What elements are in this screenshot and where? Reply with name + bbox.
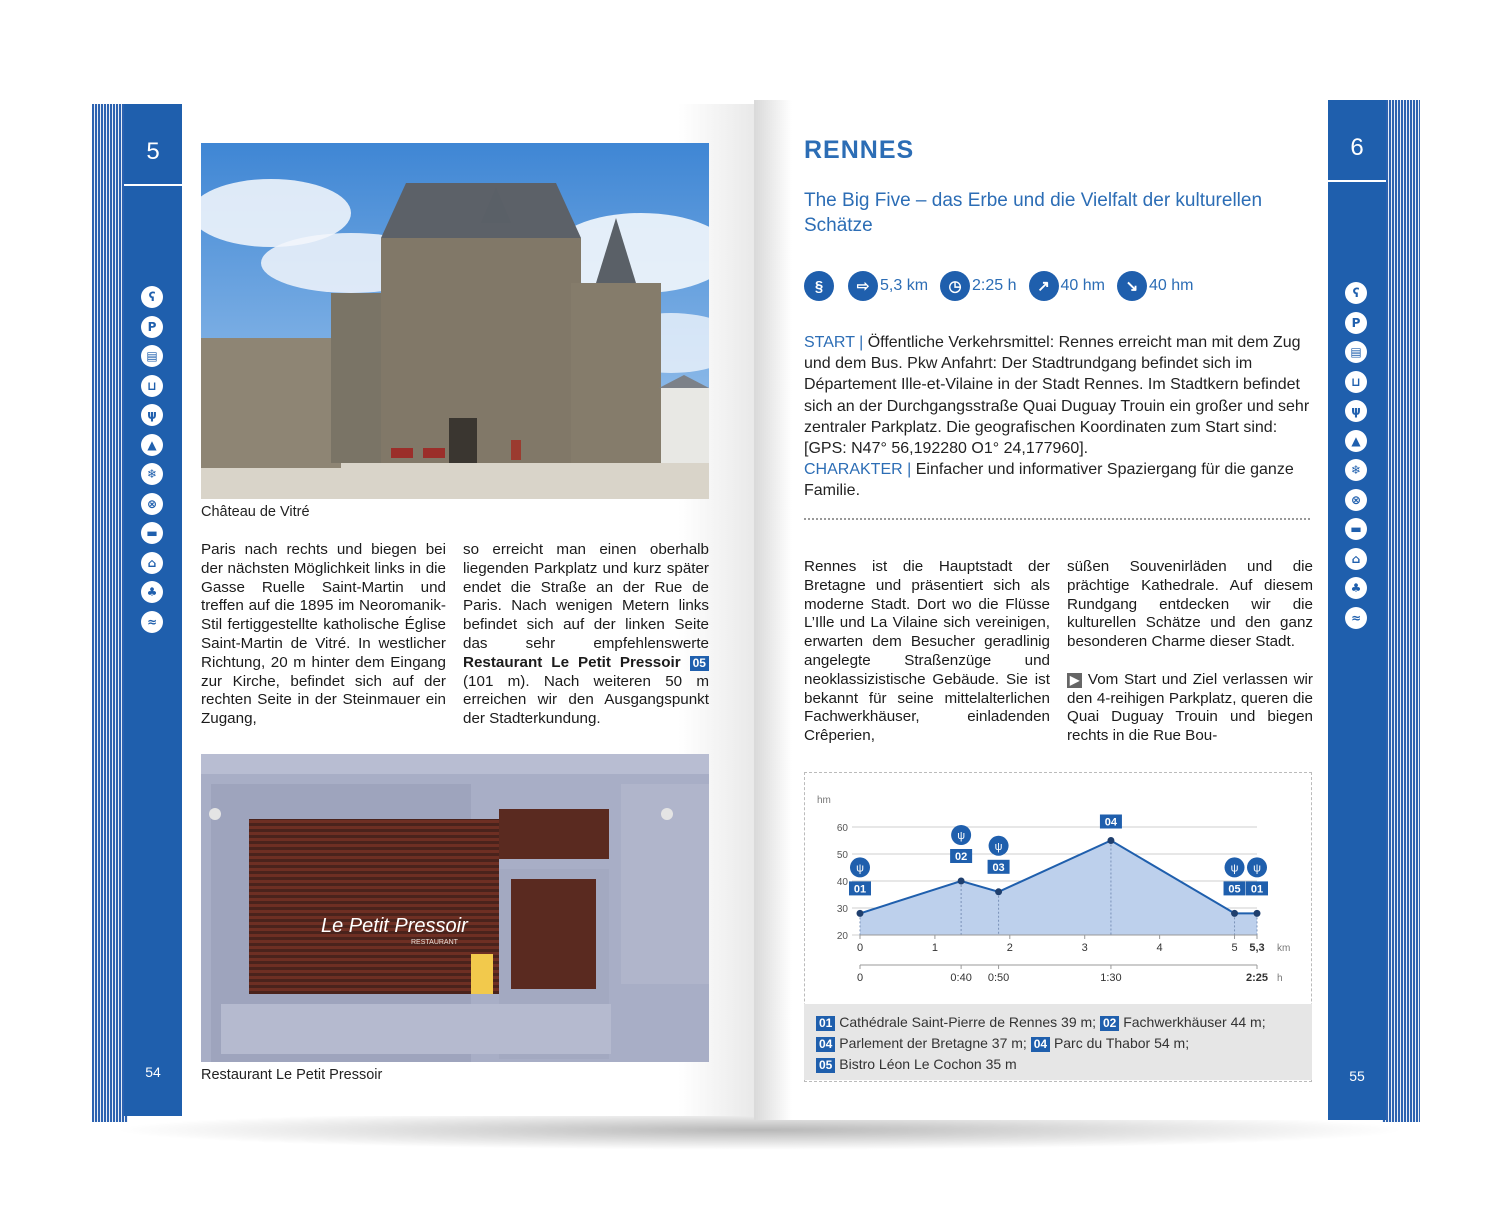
elevation-chart-svg [805, 773, 1311, 1005]
sign-text: Le Petit Pressoir [321, 915, 468, 937]
duration-value: 2:25 h [972, 277, 1017, 294]
chateau-caption: Château de Vitré [201, 504, 310, 520]
signpost-icon: ⇨ [848, 271, 878, 301]
x-axis-unit: km [1277, 943, 1291, 954]
route-title: RENNES [804, 136, 915, 164]
museum-icon: ⌂ [1345, 548, 1367, 570]
basket-icon: ⊔ [1345, 371, 1367, 393]
tree-icon: ♣ [141, 581, 163, 603]
time-axis-unit: h [1277, 973, 1283, 984]
legend-text: Bistro Léon Le Cochon 35 m [839, 1056, 1017, 1072]
descent-value: 40 hm [1148, 277, 1194, 294]
time-tick-label: 2:25 [1245, 972, 1269, 984]
x-tick-label: 1 [931, 942, 938, 954]
section-divider [804, 518, 1310, 520]
cutlery-glyph: ψ [1230, 862, 1239, 875]
character-label: CHARAKTER | [804, 461, 912, 479]
bed-icon: ▬ [1345, 518, 1367, 540]
x-tick-label: 5,3 [1249, 942, 1265, 954]
swimming-icon: ≈ [1345, 607, 1367, 629]
y-tick-label: 20 [836, 931, 848, 942]
right-page [754, 100, 1386, 1120]
legend-tag: 05 [816, 1058, 835, 1073]
legend-item [816, 1014, 1096, 1030]
mountain-icon: ▲ [1345, 430, 1367, 452]
waypoint-point [1107, 837, 1114, 844]
cutlery-glyph: ψ [1253, 862, 1261, 875]
left-page [124, 104, 754, 1116]
bear-icon: ʕ [1345, 282, 1367, 304]
route-subtitle [804, 188, 1304, 238]
chapter-rule [124, 184, 182, 186]
y-tick-label: 50 [836, 850, 848, 861]
left-text-column-1: Paris nach rechts und biegen bei der nächsten Möglichkeit links in die Gasse Ruelle Saint-Martin und treffen auf die 1895 im Neoromanik-Stil fertiggestellte katholische Église Saint-Martin de Vitré. In westlicher Richtung, 20 m hinter dem Eingang zur Kirche, befindet sich auf der rechten Seite in der Steinmauer ein Zugang, [201, 541, 446, 728]
bicycle-icon: ⊗ [141, 493, 163, 515]
right-text-column-2 [1067, 558, 1313, 746]
legend-text: Fachwerkhäuser 44 m; [1123, 1014, 1266, 1030]
chapter-band-left [124, 104, 182, 1116]
col2-text-a: so erreicht man einen oberhalb liegenden Parkplatz und kurz später endet die Straße an der Rue de Paris. Nach wenigen Metern links befindet sich auf der linken Seite das sehr empfehlenswerte [463, 541, 709, 652]
legend-tag: 02 [1100, 1016, 1119, 1031]
mountain-icon: ▲ [141, 434, 163, 456]
y-tick-label: 30 [836, 904, 848, 915]
legend-tag: 01 [816, 1016, 835, 1031]
right-text-column-1: Rennes ist die Hauptstadt der Bretagne und präsentiert sich als moderne Stadt. Dort wo die Flüsse L’Ille und La Vilaine sich vereinigen, erwarten dem Besucher geradlinig angelegte Straßenzüge und neoklassizistische Gebäude. Sie ist bekannt für seine mittelalterlichen Fachwerkhäuser, einladenden Crêperien, [804, 558, 1050, 745]
legend-text: Parlement der Bretagne 37 m; [839, 1035, 1027, 1051]
descent-icon: ↘ [1117, 271, 1147, 301]
legend-item [816, 1035, 1027, 1051]
time-tick-label: 0:40 [950, 972, 972, 984]
waypoint-legend [804, 1004, 1312, 1080]
waypoint-point [995, 888, 1002, 895]
snowflake-icon: ❄ [1345, 459, 1367, 481]
page-number: 55 [1349, 1068, 1365, 1084]
legend-text: Parc du Thabor 54 m; [1053, 1035, 1190, 1051]
x-tick-label: 3 [1081, 942, 1088, 954]
x-tick-label: 4 [1156, 942, 1163, 954]
category-icons-left [141, 286, 165, 640]
waypoint-tag-label: 03 [992, 861, 1005, 874]
bus-icon: ▤ [1345, 341, 1367, 363]
legend-tag: 04 [816, 1037, 835, 1052]
chapter-band-right [1328, 100, 1386, 1120]
time-tick-label: 0:50 [987, 972, 1010, 984]
restaurant-icon: ψ [141, 404, 163, 426]
col2-text-b: (101 m). Nach weiteren 50 m erreichen wir den Ausgangspunkt der Stadterkundung. [463, 672, 709, 728]
ascent-stat [1029, 271, 1105, 301]
x-tick-label: 5 [1231, 942, 1238, 954]
bicycle-icon: ⊗ [1345, 489, 1367, 511]
time-tick-label: 1:30 [1100, 972, 1122, 984]
left-text-column-2 [463, 541, 709, 729]
chateau-photo [201, 143, 709, 499]
waypoint-tag-label: 01 [1250, 883, 1264, 896]
legend-tag: 04 [1031, 1037, 1050, 1052]
col2-intro: süßen Souvenirläden und die prächtige Kathedrale. Auf diesem Rundgang entdecken wir die kulturellen Schätze und den ganz besonderen Charme dieser Stadt. [1067, 558, 1313, 651]
cutlery-glyph: ψ [994, 840, 1003, 853]
distance-stat [848, 271, 928, 301]
elevation-area [860, 841, 1257, 936]
legend-item [816, 1056, 1017, 1072]
chapter-number: 5 [146, 138, 160, 165]
waypoint-tag-label: 05 [1228, 883, 1241, 896]
basket-icon: ⊔ [141, 375, 163, 397]
category-icons-right [1345, 282, 1369, 636]
subtitle-part-b: das Erbe und die Vielfalt der kulturellen Schätze [804, 190, 1263, 236]
route-stats [804, 270, 1205, 302]
restaurant-icon: ψ [1345, 400, 1367, 422]
waypoint-point [958, 878, 965, 885]
y-tick-label: 60 [836, 823, 848, 834]
chapter-number: 6 [1350, 134, 1364, 161]
swimming-icon: ≈ [141, 611, 163, 633]
restaurant-name: Restaurant Le Petit Pressoir [463, 653, 681, 671]
waypoint-tag-label: 04 [1104, 816, 1118, 829]
cutlery-glyph: ψ [856, 862, 864, 875]
book-edge-left [92, 104, 128, 1122]
waypoint-point [857, 910, 864, 917]
museum-icon: ⌂ [141, 552, 163, 574]
parking-icon: P [1345, 312, 1367, 334]
clock-icon: ◷ [940, 271, 970, 301]
distance-value: 5,3 km [880, 277, 929, 294]
waypoint-point [1231, 910, 1238, 917]
route-type [804, 271, 836, 301]
legend-text: Cathédrale Saint-Pierre de Rennes 39 m; [839, 1014, 1097, 1030]
restaurant-photo [201, 754, 709, 1062]
y-axis-label: hm [817, 795, 831, 806]
duration-stat [940, 271, 1016, 301]
waypoint-tag-label: 01 [853, 883, 867, 896]
descent-stat [1117, 271, 1193, 301]
book-edge-right [1382, 100, 1420, 1122]
parking-icon: P [141, 316, 163, 338]
snowflake-icon: ❄ [141, 463, 163, 485]
waypoint-tag: 05 [690, 656, 709, 671]
chapter-rule [1328, 180, 1386, 182]
col2-directions: Vom Start und Ziel verlassen wir den 4-reihigen Parkplatz, queren die Quai Duguay Trouin und biegen rechts in die Rue Bou- [1067, 670, 1313, 745]
start-label: START | [804, 334, 864, 351]
bus-icon: ▤ [141, 345, 163, 367]
waypoint-point [1254, 910, 1261, 917]
route-info [804, 332, 1310, 502]
character-text: Einfacher und informativer Spaziergang für die ganze Familie. [804, 461, 1294, 500]
start-text: Öffentliche Verkehrsmittel: Rennes erreicht man mit dem Zug und dem Bus. Pkw Anfahrt: Der Stadtrundgang befindet sich im Département Ille-et-Vilaine in der Stadt Rennes. Im Stadtkern befindet sich an der Durchgangsstraße Quai Duguay Trouin ein großer und sehr zentraler Parkplatz. Die geografischen Koordinaten zum Start sind: [GPS: N47° 56,192280 O1° 24,177960]. [804, 334, 1310, 458]
trail-icon: § [804, 271, 834, 301]
legend-item [1031, 1035, 1189, 1051]
waypoint-tag-label: 02 [954, 851, 968, 863]
x-tick-label: 2 [1006, 942, 1013, 954]
cutlery-glyph: ψ [957, 830, 966, 842]
bear-icon: ʕ [141, 286, 163, 308]
ascent-value: 40 hm [1060, 277, 1105, 294]
bed-icon: ▬ [141, 522, 163, 544]
time-tick-label: 0 [856, 972, 864, 984]
x-tick-label: 0 [856, 942, 864, 954]
tree-icon: ♣ [1345, 577, 1367, 599]
subtitle-part-a: The Big Five – [804, 190, 932, 211]
sign-subtext: RESTAURANT [411, 939, 458, 946]
page-number: 54 [145, 1064, 161, 1080]
play-arrow-icon: ▶ [1067, 673, 1082, 688]
y-tick-label: 40 [836, 877, 848, 888]
ascent-icon: ↗ [1029, 271, 1059, 301]
restaurant-caption: Restaurant Le Petit Pressoir [201, 1067, 383, 1083]
legend-item [1100, 1014, 1266, 1030]
